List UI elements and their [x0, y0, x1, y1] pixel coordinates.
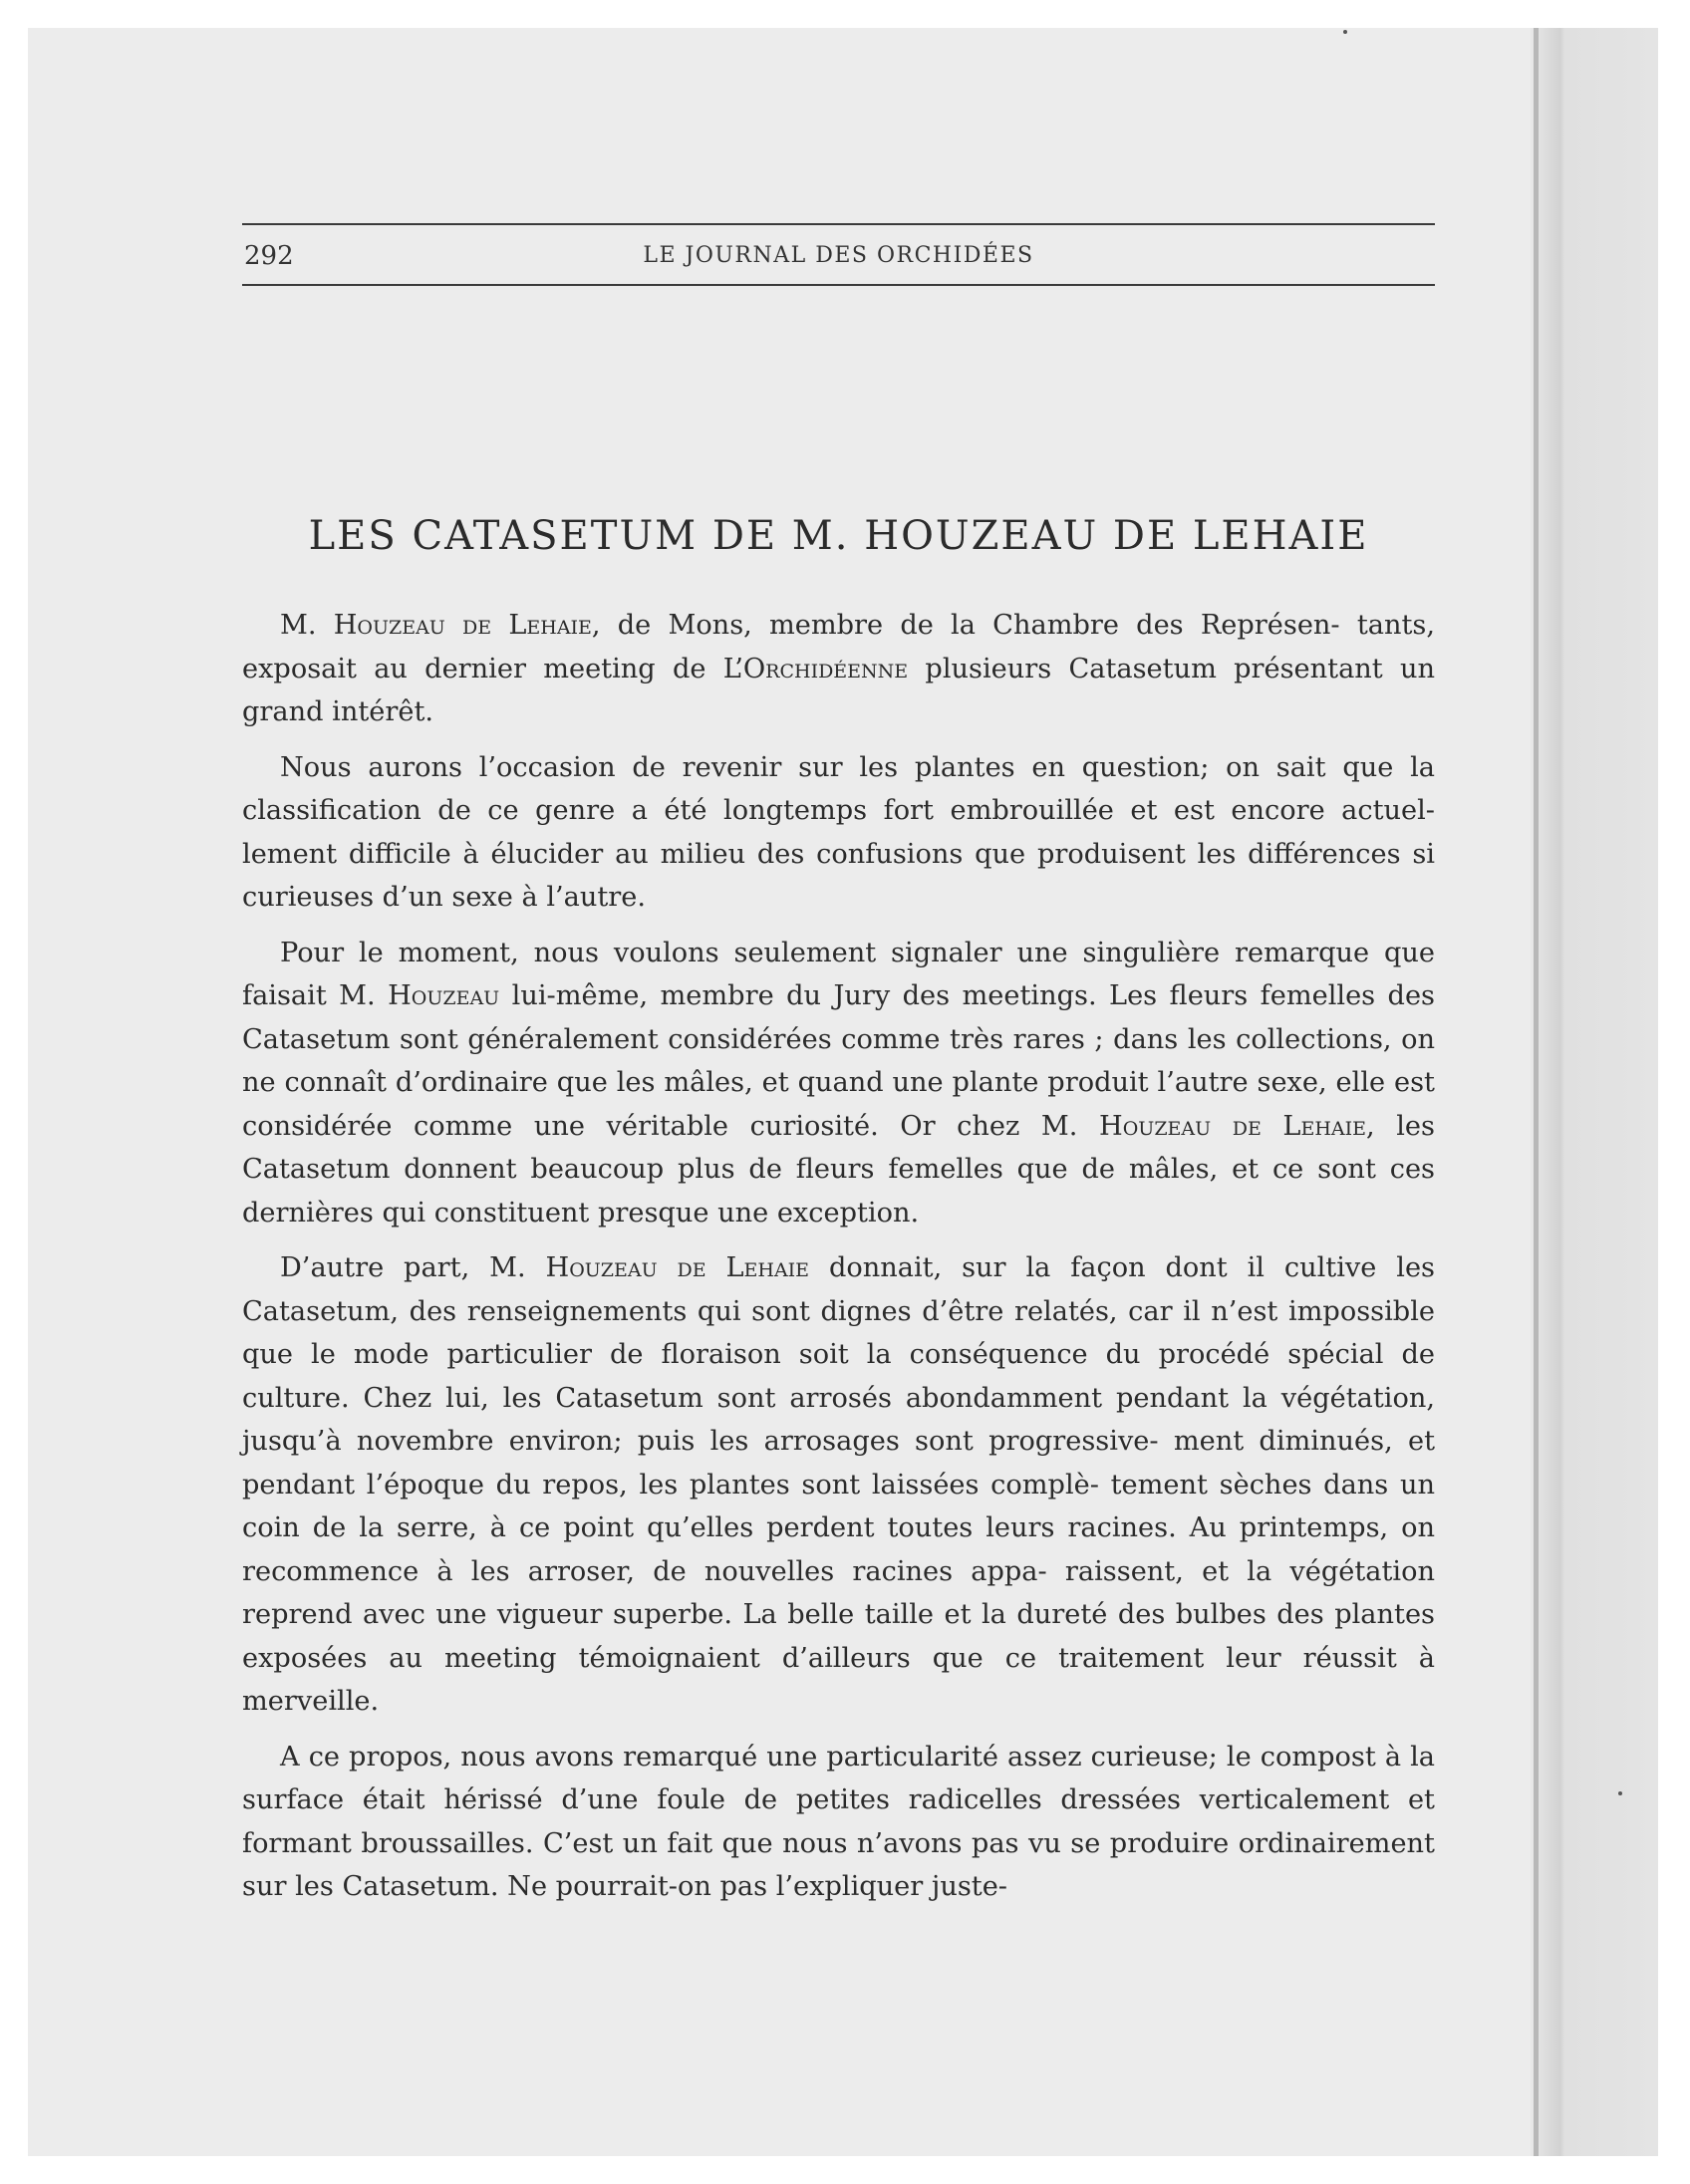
- paragraph-4: [242, 1246, 1435, 1724]
- paragraph-3: [242, 932, 1435, 1235]
- binding-shadow: [1531, 28, 1658, 2156]
- journal-title: LE JOURNAL DES ORCHIDÉES: [643, 243, 1034, 268]
- author-name: Houzeau de Lehaie: [1099, 1110, 1366, 1142]
- paragraph-5: A ce propos, nous avons remarqué une particularité assez curieuse; le compost à la surface était hérissé d’une foule de petites radicelles dressées verticalement et formant broussailles. C’est un fait que nous n’avons pas vu se produire ordinairement sur les Catasetum. Ne pourrait-on pas l’expliquer juste-: [242, 1741, 1435, 1902]
- article-title: LES CATASETUM DE M. HOUZEAU DE LEHAIE: [308, 513, 1369, 559]
- paragraph-4-text-b: donnait, sur la façon dont il cultive les Catasetum, des renseignements qui sont dignes d’être relatés, car il n’est impossible que le mode particulier de floraison soit la conséquence du procédé spécial de culture. Chez lui, les Catasetum sont arrosés abondamment pendant la végétation, jusqu’à novembre environ; puis les arrosages sont progressive- ment diminués, et pendant l’époque du repos, les plantes sont laissées complè- tement sèches dans un coin de la serre, à ce point qu’elles perdent toutes leurs racines. Au printemps, on recommence à les arroser, de nouvelles racines appa- raissent, et la végétation reprend avec une vigueur superbe. La belle taille et la dureté des bulbes des plantes exposées au meeting témoignaient d’ailleurs que ce traitement leur réussit à merveille.: [242, 1252, 1435, 1717]
- page: [28, 28, 1531, 2156]
- author-name: Houzeau de Lehaie: [333, 610, 592, 641]
- society-name: L’Orchidéenne: [722, 653, 909, 684]
- author-name: Houzeau: [388, 980, 500, 1011]
- scanned-page-background: [28, 28, 1658, 2156]
- paragraph-1-text-b: , de Mons, membre de la Chambre des Représen- tants, exposait au dernier meeting de: [242, 610, 1435, 684]
- paragraph-4-text-a: D’autre part, M.: [280, 1252, 546, 1283]
- scan-speck: [1618, 1791, 1622, 1795]
- header-rule-bottom: [242, 284, 1435, 286]
- paragraph-1-text-c: plusieurs Catasetum présentant un grand intérêt.: [242, 653, 1435, 727]
- binding-edge: [1534, 28, 1539, 2156]
- page-number: 292: [244, 241, 294, 271]
- author-name: Houzeau de Lehaie: [545, 1252, 810, 1283]
- paragraph-1: [242, 604, 1435, 734]
- paragraph-3-text-b: lui-même, membre du Jury des meetings. Les fleurs femelles des Catasetum sont généralement considérées comme très rares ; dans les collections, on ne connaît d’ordinaire que les mâles, et quand une plante produit l’autre sexe, elle est considérée comme une véritable curiosité. Or chez M.: [242, 980, 1435, 1142]
- scan-speck: [1343, 30, 1347, 34]
- paragraph-3-text-a: Pour le moment, nous voulons seulement signaler une singulière remarque que faisait M.: [242, 937, 1435, 1011]
- article: [242, 506, 1435, 1921]
- paragraph-2: Nous aurons l’occasion de revenir sur les plantes en question; on sait que la classification de ce genre a été longtemps fort embrouillée et est encore actuel- lement difficile à élucider au milieu des confusions que produisent les différences si curieuses d’un sexe à l’autre.: [242, 751, 1435, 913]
- header-rule-top: [242, 223, 1435, 225]
- running-head: [242, 233, 1435, 277]
- paragraph-1-text-a: M.: [280, 610, 334, 641]
- paragraph-3-text-c: , les Catasetum donnent beaucoup plus de fleurs femelles que de mâles, et ce sont ces dernières qui constituent presque une exception.: [242, 1110, 1435, 1228]
